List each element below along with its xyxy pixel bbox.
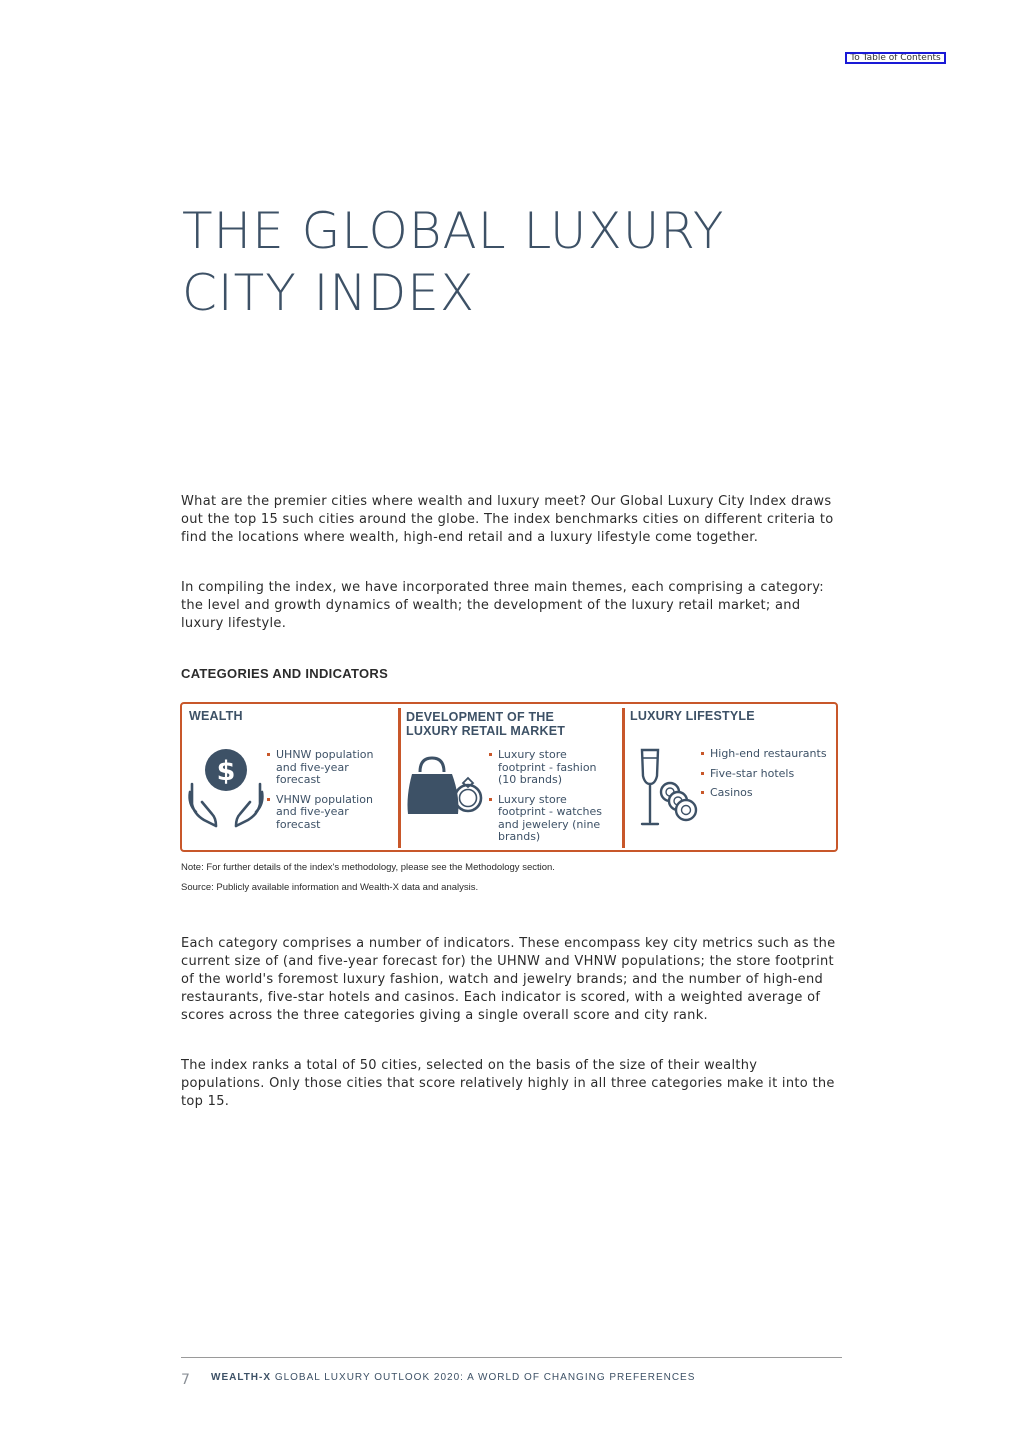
footer-publication: GLOBAL LUXURY OUTLOOK 2020: A WORLD OF CHANGING PREFERENCES [274,1372,696,1383]
list-item: High-end restaurants [701,748,836,761]
wealth-indicators [267,749,392,838]
champagne-chips-icon [636,748,700,828]
list-item: Casinos [701,787,836,800]
body-paragraph-1: Each category comprises a number of indicators. These encompass key city metrics such as the current size of (and five-year forecast for) the UHNW and VHNW populations; the store footprint of the world's foremost luxury fashion, watch and jewelry brands; and the number of high-end restaurants, five-star hotels and casinos. Each indicator is scored, with a weighted average of scores across the three categories giving a single overall score and city rank. [181,936,836,1023]
lifestyle-title [630,709,755,723]
intro-paragraph-2: In compiling the index, we have incorporated three main themes, each comprising a category: the level and growth dynamics of wealth; the development of the luxury retail market; and luxury lifestyle. [181,580,824,631]
footer-title [211,1372,695,1383]
retail-title [406,710,565,738]
lifestyle-title-text: LUXURY LIFESTYLE [630,709,755,723]
wealth-title-text: WEALTH [189,709,243,723]
footer-divider [181,1357,842,1358]
title-line-2: CITY INDEX [182,264,476,322]
money-hands-icon [186,748,268,830]
wealth-title [189,709,243,723]
list-item: Luxury store footprint - fashion (10 brands) [489,749,609,787]
methodology-note: Note: For further details of the index's methodology, please see the Methodology section. [181,862,555,873]
title-line-1: THE GLOBAL LUXURY [182,202,725,260]
source-note: Source: Publicly available information and Wealth-X data and analysis. [181,882,479,893]
list-item: Luxury store footprint - watches and jewelery (nine brands) [489,794,609,844]
list-item: Five-star hotels [701,768,836,781]
retail-title-line-1: DEVELOPMENT OF THE [406,710,555,724]
body-paragraph-2: The index ranks a total of 50 cities, selected on the basis of the size of their wealthy populations. Only those cities that score relatively highly in all three categories make it into the top 15. [181,1058,835,1109]
list-item: VHNW population and five-year forecast [267,794,392,832]
table-of-contents-link[interactable]: To Table of Contents [845,52,946,64]
retail-indicators [489,749,609,851]
page-number: 7 [181,1372,190,1388]
list-item: UHNW population and five-year forecast [267,749,392,787]
categories-panel [180,702,838,852]
footer-brand: WEALTH-X [211,1372,272,1383]
svg-text:$: $ [216,756,236,787]
column-divider [398,708,401,848]
page-title [182,200,882,324]
categories-heading: CATEGORIES AND INDICATORS [181,666,389,681]
retail-title-line-2: LUXURY RETAIL MARKET [406,724,566,738]
column-divider [622,708,625,848]
intro-paragraph-1: What are the premier cities where wealth and luxury meet? Our Global Luxury City Index draws out the top 15 such cities around the globe. The index benchmarks cities on different criteria to find the locations where wealth, high-end retail and a luxury lifestyle come together. [181,494,834,545]
handbag-ring-icon [406,756,488,818]
lifestyle-indicators [701,748,836,807]
